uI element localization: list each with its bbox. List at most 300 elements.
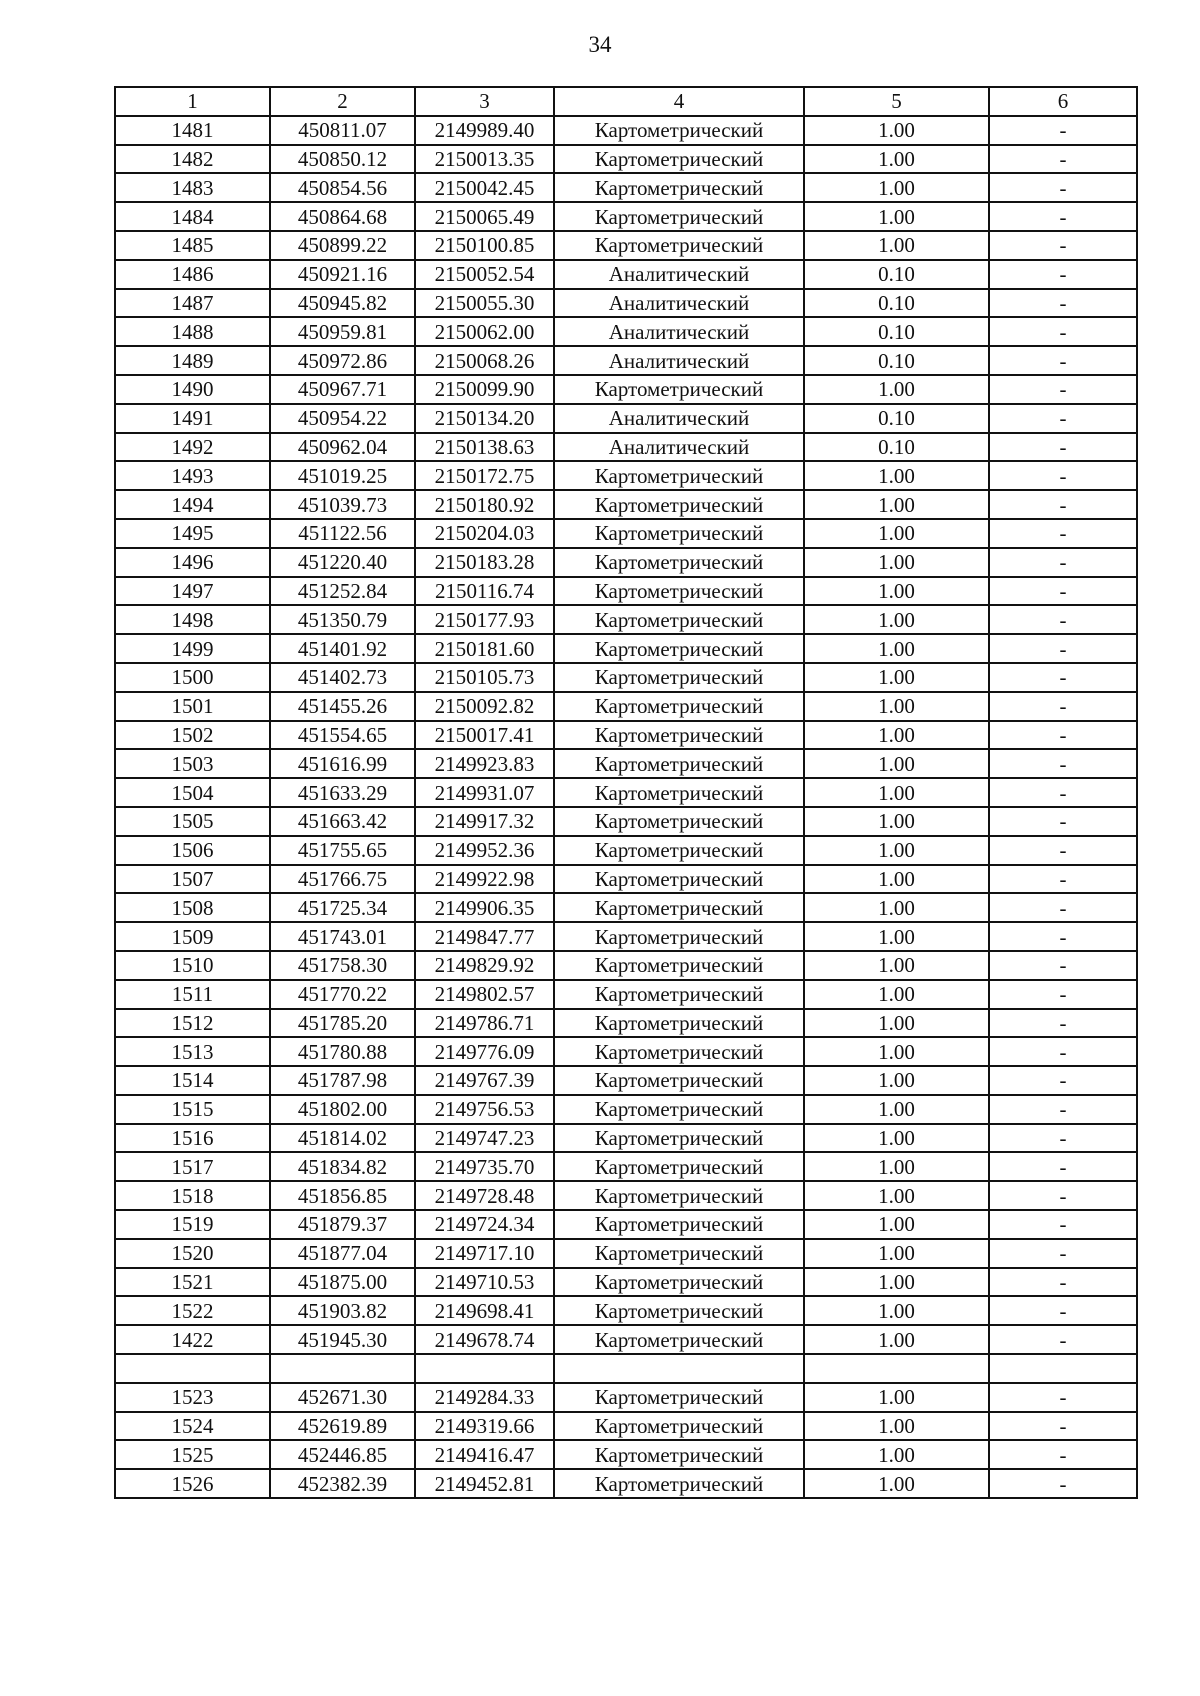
method-cell: Картометрический [554,461,804,490]
y-coordinate-cell: 2150092.82 [415,692,554,721]
note-cell: - [989,605,1137,634]
point-number-cell: 1489 [115,346,270,375]
table-row [115,922,1137,951]
point-number-cell: 1494 [115,490,270,519]
point-number-cell: 1503 [115,749,270,778]
table-row [115,260,1137,289]
y-coordinate-cell: 2150183.28 [415,548,554,577]
table-row [115,1354,1137,1383]
point-number-cell: 1499 [115,634,270,663]
x-coordinate-cell: 451039.73 [270,490,415,519]
y-coordinate-cell: 2150181.60 [415,634,554,663]
accuracy-cell: 0.10 [804,433,989,462]
y-coordinate-cell: 2150180.92 [415,490,554,519]
table-row [115,289,1137,318]
x-coordinate-cell: 450959.81 [270,317,415,346]
note-cell: - [989,721,1137,750]
x-coordinate-cell: 451758.30 [270,951,415,980]
point-number-cell: 1522 [115,1296,270,1325]
table-row [115,1009,1137,1038]
accuracy-cell: 1.00 [804,1009,989,1038]
method-cell: Картометрический [554,1469,804,1498]
table-row [115,1037,1137,1066]
note-cell: - [989,836,1137,865]
y-coordinate-cell: 2150055.30 [415,289,554,318]
method-cell: Аналитический [554,346,804,375]
note-cell: - [989,116,1137,145]
x-coordinate-cell: 451455.26 [270,692,415,721]
table-row [115,1383,1137,1412]
point-number-cell: 1519 [115,1210,270,1239]
x-coordinate-cell: 451122.56 [270,519,415,548]
note-cell: - [989,1440,1137,1469]
note-cell: - [989,1383,1137,1412]
table-row [115,778,1137,807]
accuracy-cell: 1.00 [804,145,989,174]
table-row [115,433,1137,462]
note-cell: - [989,1181,1137,1210]
note-cell: - [989,404,1137,433]
method-cell: Картометрический [554,375,804,404]
y-coordinate-cell: 2149923.83 [415,749,554,778]
y-coordinate-cell: 2150138.63 [415,433,554,462]
point-number-cell: 1501 [115,692,270,721]
x-coordinate-cell: 451725.34 [270,893,415,922]
y-coordinate-cell: 2150013.35 [415,145,554,174]
method-cell: Картометрический [554,173,804,202]
x-coordinate-cell: 451802.00 [270,1095,415,1124]
table-row [115,1066,1137,1095]
method-cell [554,1354,804,1383]
accuracy-cell: 1.00 [804,116,989,145]
page-number: 34 [588,32,612,57]
note-cell: - [989,1469,1137,1498]
y-coordinate-cell: 2149319.66 [415,1412,554,1441]
table-row [115,692,1137,721]
note-cell: - [989,1066,1137,1095]
table-row [115,202,1137,231]
method-cell: Аналитический [554,317,804,346]
method-cell: Картометрический [554,605,804,634]
point-number-cell: 1520 [115,1239,270,1268]
y-coordinate-cell: 2149698.41 [415,1296,554,1325]
point-number-cell: 1508 [115,893,270,922]
accuracy-cell: 1.00 [804,893,989,922]
accuracy-cell: 1.00 [804,1181,989,1210]
x-coordinate-cell: 450972.86 [270,346,415,375]
method-cell: Картометрический [554,1383,804,1412]
point-number-cell: 1524 [115,1412,270,1441]
table-row [115,1268,1137,1297]
accuracy-cell: 1.00 [804,807,989,836]
point-number-cell: 1492 [115,433,270,462]
x-coordinate-cell: 451814.02 [270,1124,415,1153]
note-cell: - [989,1296,1137,1325]
y-coordinate-cell: 2149284.33 [415,1383,554,1412]
x-coordinate-cell: 452446.85 [270,1440,415,1469]
x-coordinate-cell: 451633.29 [270,778,415,807]
x-coordinate-cell: 450811.07 [270,116,415,145]
x-coordinate-cell: 451402.73 [270,663,415,692]
point-number-cell: 1496 [115,548,270,577]
accuracy-cell: 1.00 [804,951,989,980]
point-number-cell: 1510 [115,951,270,980]
y-coordinate-cell: 2150042.45 [415,173,554,202]
note-cell: - [989,865,1137,894]
table-row [115,375,1137,404]
point-number-cell: 1518 [115,1181,270,1210]
note-cell: - [989,951,1137,980]
coordinates-table [114,86,1138,1499]
method-cell: Картометрический [554,749,804,778]
method-cell: Картометрический [554,836,804,865]
y-coordinate-cell: 2149717.10 [415,1239,554,1268]
point-number-cell: 1526 [115,1469,270,1498]
table-row [115,116,1137,145]
note-cell: - [989,1325,1137,1354]
accuracy-cell: 0.10 [804,404,989,433]
accuracy-cell: 1.00 [804,202,989,231]
point-number-cell: 1422 [115,1325,270,1354]
table-row [115,519,1137,548]
point-number-cell: 1487 [115,289,270,318]
point-number-cell: 1521 [115,1268,270,1297]
point-number-cell: 1485 [115,231,270,260]
method-cell: Картометрический [554,1152,804,1181]
method-cell: Картометрический [554,519,804,548]
y-coordinate-cell: 2150068.26 [415,346,554,375]
method-cell: Картометрический [554,1095,804,1124]
note-cell: - [989,260,1137,289]
accuracy-cell: 1.00 [804,173,989,202]
point-number-cell: 1484 [115,202,270,231]
point-number-cell: 1491 [115,404,270,433]
x-coordinate-cell: 451770.22 [270,980,415,1009]
accuracy-cell: 1.00 [804,836,989,865]
accuracy-cell: 0.10 [804,289,989,318]
note-cell: - [989,634,1137,663]
column-header: 3 [415,87,554,116]
note-cell: - [989,807,1137,836]
x-coordinate-cell: 451252.84 [270,577,415,606]
y-coordinate-cell: 2150177.93 [415,605,554,634]
accuracy-cell: 1.00 [804,1037,989,1066]
method-cell: Картометрический [554,634,804,663]
note-cell: - [989,1009,1137,1038]
accuracy-cell: 1.00 [804,778,989,807]
y-coordinate-cell [415,1354,554,1383]
accuracy-cell: 1.00 [804,749,989,778]
y-coordinate-cell: 2150172.75 [415,461,554,490]
table-row [115,1325,1137,1354]
method-cell: Картометрический [554,663,804,692]
x-coordinate-cell: 451879.37 [270,1210,415,1239]
point-number-cell: 1505 [115,807,270,836]
point-number-cell: 1504 [115,778,270,807]
note-cell: - [989,922,1137,951]
point-number-cell: 1523 [115,1383,270,1412]
table-row [115,807,1137,836]
method-cell: Картометрический [554,577,804,606]
table-row [115,346,1137,375]
method-cell: Аналитический [554,289,804,318]
table-row [115,1181,1137,1210]
point-number-cell: 1515 [115,1095,270,1124]
column-header: 4 [554,87,804,116]
table-row [115,951,1137,980]
method-cell: Картометрический [554,1412,804,1441]
accuracy-cell: 0.10 [804,346,989,375]
accuracy-cell: 0.10 [804,317,989,346]
accuracy-cell: 1.00 [804,1124,989,1153]
note-cell: - [989,1037,1137,1066]
accuracy-cell: 1.00 [804,1210,989,1239]
note-cell: - [989,548,1137,577]
x-coordinate-cell: 450864.68 [270,202,415,231]
x-coordinate-cell: 451401.92 [270,634,415,663]
x-coordinate-cell: 450962.04 [270,433,415,462]
note-cell: - [989,1152,1137,1181]
method-cell: Картометрический [554,1210,804,1239]
method-cell: Аналитический [554,433,804,462]
note-cell: - [989,145,1137,174]
note-cell [989,1354,1137,1383]
accuracy-cell: 1.00 [804,231,989,260]
point-number-cell: 1495 [115,519,270,548]
accuracy-cell: 1.00 [804,548,989,577]
point-number-cell: 1500 [115,663,270,692]
x-coordinate-cell: 451663.42 [270,807,415,836]
x-coordinate-cell: 451903.82 [270,1296,415,1325]
y-coordinate-cell: 2149989.40 [415,116,554,145]
x-coordinate-cell: 452671.30 [270,1383,415,1412]
y-coordinate-cell: 2150017.41 [415,721,554,750]
accuracy-cell: 1.00 [804,1066,989,1095]
point-number-cell: 1512 [115,1009,270,1038]
table-row [115,663,1137,692]
point-number-cell: 1506 [115,836,270,865]
point-number-cell: 1490 [115,375,270,404]
method-cell: Картометрический [554,865,804,894]
note-cell: - [989,490,1137,519]
point-number-cell: 1498 [115,605,270,634]
table-row [115,749,1137,778]
note-cell: - [989,433,1137,462]
y-coordinate-cell: 2149767.39 [415,1066,554,1095]
table-row [115,173,1137,202]
x-coordinate-cell: 451945.30 [270,1325,415,1354]
y-coordinate-cell: 2149710.53 [415,1268,554,1297]
y-coordinate-cell: 2150134.20 [415,404,554,433]
table-row [115,634,1137,663]
note-cell: - [989,980,1137,1009]
y-coordinate-cell: 2149452.81 [415,1469,554,1498]
point-number-cell: 1481 [115,116,270,145]
method-cell: Картометрический [554,721,804,750]
y-coordinate-cell: 2150099.90 [415,375,554,404]
note-cell: - [989,1124,1137,1153]
x-coordinate-cell: 450899.22 [270,231,415,260]
point-number-cell: 1486 [115,260,270,289]
table-body [115,87,1137,1498]
method-cell: Картометрический [554,1037,804,1066]
method-cell: Картометрический [554,807,804,836]
method-cell: Картометрический [554,548,804,577]
x-coordinate-cell: 450945.82 [270,289,415,318]
point-number-cell: 1511 [115,980,270,1009]
x-coordinate-cell: 450967.71 [270,375,415,404]
note-cell: - [989,202,1137,231]
y-coordinate-cell: 2149906.35 [415,893,554,922]
table-row [115,605,1137,634]
point-number-cell: 1502 [115,721,270,750]
method-cell: Картометрический [554,893,804,922]
table-row [115,721,1137,750]
x-coordinate-cell: 451755.65 [270,836,415,865]
x-coordinate-cell: 451780.88 [270,1037,415,1066]
note-cell: - [989,1412,1137,1441]
y-coordinate-cell: 2149922.98 [415,865,554,894]
method-cell: Картометрический [554,980,804,1009]
y-coordinate-cell: 2150204.03 [415,519,554,548]
table-header-row [115,87,1137,116]
y-coordinate-cell: 2149802.57 [415,980,554,1009]
accuracy-cell: 1.00 [804,692,989,721]
column-header: 5 [804,87,989,116]
note-cell: - [989,1210,1137,1239]
accuracy-cell: 1.00 [804,1296,989,1325]
accuracy-cell: 1.00 [804,634,989,663]
x-coordinate-cell: 451877.04 [270,1239,415,1268]
accuracy-cell: 1.00 [804,1095,989,1124]
y-coordinate-cell: 2150100.85 [415,231,554,260]
y-coordinate-cell: 2149776.09 [415,1037,554,1066]
table-row [115,1095,1137,1124]
note-cell: - [989,778,1137,807]
note-cell: - [989,1239,1137,1268]
y-coordinate-cell: 2149724.34 [415,1210,554,1239]
method-cell: Картометрический [554,116,804,145]
note-cell: - [989,346,1137,375]
y-coordinate-cell: 2150062.00 [415,317,554,346]
method-cell: Картометрический [554,231,804,260]
method-cell: Картометрический [554,490,804,519]
method-cell: Картометрический [554,1440,804,1469]
note-cell: - [989,692,1137,721]
accuracy-cell: 1.00 [804,519,989,548]
x-coordinate-cell: 451019.25 [270,461,415,490]
accuracy-cell: 1.00 [804,1239,989,1268]
y-coordinate-cell: 2149917.32 [415,807,554,836]
accuracy-cell: 1.00 [804,605,989,634]
y-coordinate-cell: 2149678.74 [415,1325,554,1354]
accuracy-cell: 1.00 [804,980,989,1009]
accuracy-cell: 0.10 [804,260,989,289]
table-row [115,1412,1137,1441]
table-row [115,865,1137,894]
y-coordinate-cell: 2149829.92 [415,951,554,980]
x-coordinate-cell: 450854.56 [270,173,415,202]
note-cell: - [989,375,1137,404]
method-cell: Картометрический [554,1181,804,1210]
point-number-cell: 1497 [115,577,270,606]
y-coordinate-cell: 2149756.53 [415,1095,554,1124]
note-cell: - [989,231,1137,260]
method-cell: Аналитический [554,260,804,289]
note-cell: - [989,289,1137,318]
method-cell: Картометрический [554,1296,804,1325]
y-coordinate-cell: 2150065.49 [415,202,554,231]
note-cell: - [989,461,1137,490]
method-cell: Картометрический [554,1009,804,1038]
table-row [115,461,1137,490]
accuracy-cell: 1.00 [804,1268,989,1297]
accuracy-cell: 1.00 [804,922,989,951]
note-cell: - [989,1268,1137,1297]
point-number-cell [115,1354,270,1383]
column-header: 2 [270,87,415,116]
accuracy-cell: 1.00 [804,1152,989,1181]
point-number-cell: 1513 [115,1037,270,1066]
accuracy-cell: 1.00 [804,1412,989,1441]
note-cell: - [989,577,1137,606]
x-coordinate-cell: 451787.98 [270,1066,415,1095]
y-coordinate-cell: 2149735.70 [415,1152,554,1181]
accuracy-cell: 1.00 [804,1440,989,1469]
x-coordinate-cell: 451785.20 [270,1009,415,1038]
x-coordinate-cell [270,1354,415,1383]
note-cell: - [989,173,1137,202]
table-row [115,1124,1137,1153]
table-row [115,1152,1137,1181]
method-cell: Картометрический [554,778,804,807]
note-cell: - [989,663,1137,692]
accuracy-cell: 1.00 [804,1469,989,1498]
accuracy-cell: 1.00 [804,663,989,692]
table-row [115,490,1137,519]
point-number-cell: 1488 [115,317,270,346]
x-coordinate-cell: 451875.00 [270,1268,415,1297]
accuracy-cell: 1.00 [804,577,989,606]
point-number-cell: 1516 [115,1124,270,1153]
accuracy-cell [804,1354,989,1383]
table-row [115,577,1137,606]
y-coordinate-cell: 2149847.77 [415,922,554,951]
method-cell: Картометрический [554,1124,804,1153]
accuracy-cell: 1.00 [804,721,989,750]
x-coordinate-cell: 452619.89 [270,1412,415,1441]
method-cell: Картометрический [554,145,804,174]
table-row [115,1440,1137,1469]
note-cell: - [989,749,1137,778]
note-cell: - [989,317,1137,346]
y-coordinate-cell: 2149747.23 [415,1124,554,1153]
note-cell: - [989,1095,1137,1124]
method-cell: Картометрический [554,1066,804,1095]
table-row [115,317,1137,346]
y-coordinate-cell: 2150116.74 [415,577,554,606]
point-number-cell: 1525 [115,1440,270,1469]
method-cell: Аналитический [554,404,804,433]
table-row [115,231,1137,260]
note-cell: - [989,893,1137,922]
x-coordinate-cell: 451616.99 [270,749,415,778]
point-number-cell: 1493 [115,461,270,490]
x-coordinate-cell: 451834.82 [270,1152,415,1181]
x-coordinate-cell: 450954.22 [270,404,415,433]
accuracy-cell: 1.00 [804,461,989,490]
x-coordinate-cell: 451554.65 [270,721,415,750]
